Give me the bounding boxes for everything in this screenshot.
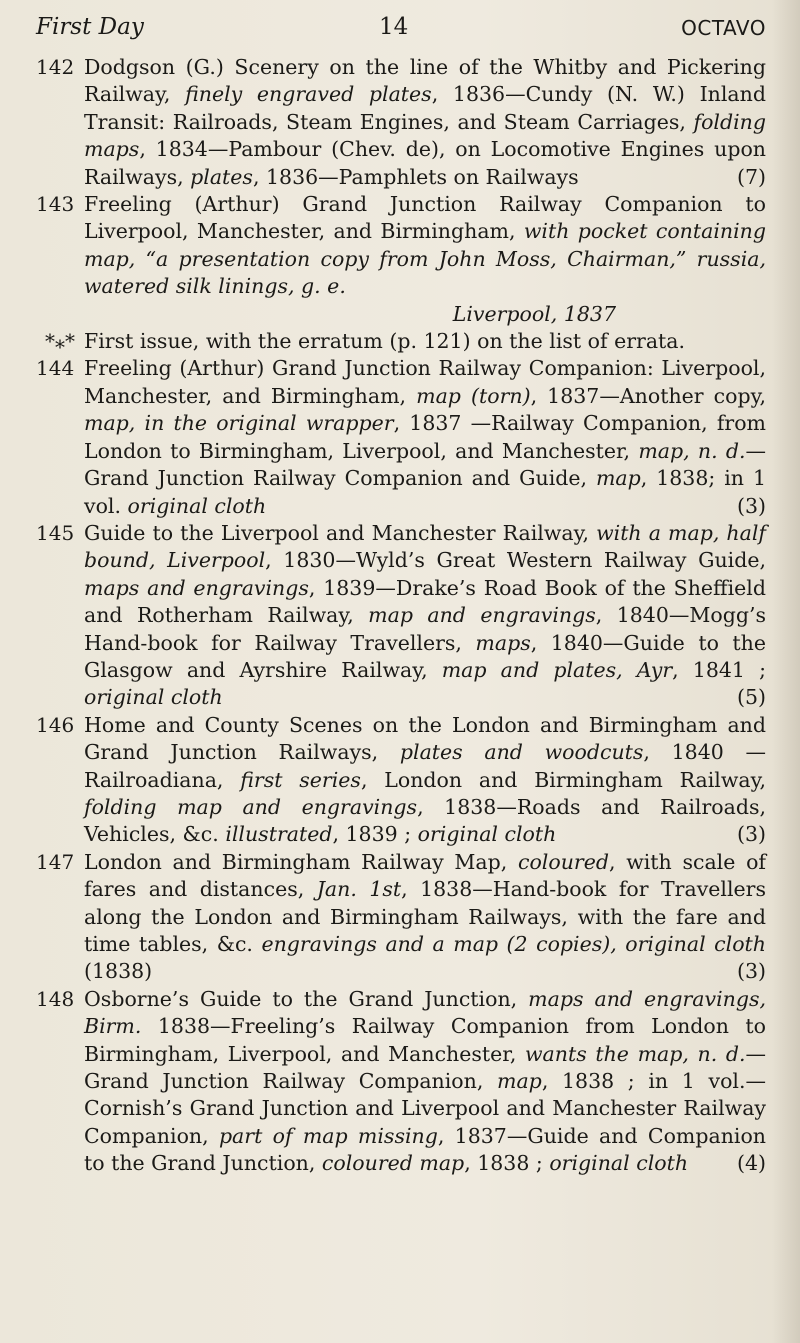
- italic-segment: with pocket containing map, “a presentation copy from John Moss, Chairman,” russia, watered silk linings, g. e.: [84, 219, 766, 299]
- note-text: First issue, with the erratum (p. 121) on the list of errata.: [84, 329, 686, 354]
- italic-segment: maps: [475, 630, 531, 655]
- italic-segment: plates and woodcuts: [399, 740, 644, 765]
- italic-segment: engravings and a map (2 copies), original cloth: [261, 932, 766, 956]
- lot-description: [84, 520, 766, 712]
- text-segment: Dodgson (G.) Scenery on the line of the Whitby and Pickering Railway,: [84, 55, 766, 107]
- text-segment: —Grand Junction Railway Companion,: [84, 1041, 767, 1094]
- text-segment: 1838—Freeling’s Railway Companion from London to Birmingham, Liverpool, and Manchester,: [84, 1014, 766, 1066]
- text-segment: , 1841 ;: [672, 657, 767, 682]
- text-segment: , 1839 ;: [332, 822, 418, 847]
- text-segment: , 1830—Wyld’s Great Western Railway Guide,: [265, 548, 767, 573]
- italic-segment: Jan. 1st: [316, 877, 402, 902]
- volume-count: (7): [736, 164, 766, 189]
- italic-segment: map (torn): [416, 383, 531, 408]
- text-segment: , 1836—Cundy (N. W.) Inland Transit: Railroads, Steam Engines, and Steam Carriages,: [84, 82, 766, 134]
- italic-segment: original cloth: [84, 685, 223, 710]
- volume-count: (5): [736, 685, 766, 710]
- text-segment: , 1837 —Railway Companion, from London to Birmingham, Liverpool, and Manchester,: [84, 411, 766, 463]
- lot-description: [84, 355, 766, 519]
- italic-segment: original cloth: [127, 493, 267, 518]
- text-segment: , 1836—Pamphlets on Railways: [252, 164, 579, 189]
- text-segment: , with scale of fares and distances,: [84, 849, 766, 902]
- volume-count: (3): [736, 822, 766, 847]
- italic-segment: plates: [190, 164, 253, 189]
- italic-segment: map and engravings: [368, 603, 596, 628]
- lot-number: 148: [36, 986, 75, 1011]
- page-number: 14: [379, 14, 409, 40]
- volume-count: (3): [736, 959, 766, 984]
- text-segment: London and Birmingham Railway Map,: [84, 849, 518, 874]
- text-segment: —Grand Junction Railway Companion and Guide,: [84, 438, 766, 491]
- italic-segment: map: [595, 466, 641, 491]
- lot-entry: [36, 355, 766, 519]
- italic-segment: maps and engravings: [84, 575, 309, 600]
- text-segment: , 1838—Hand-book for Travellers along the London and Birmingham Railways, with the fare and time tables, &c.: [84, 877, 766, 956]
- text-segment: Freeling (Arthur) Grand Junction Railway Companion: Liverpool, Manchester, and Birmingham,: [84, 356, 766, 408]
- lot-list: [36, 54, 766, 1178]
- asterism-mark: *⁎*: [45, 329, 75, 354]
- lot-number: 142: [36, 55, 75, 79]
- italic-segment: original cloth: [417, 822, 557, 847]
- header-format: OCTAVO: [681, 16, 766, 40]
- lot-entry: [36, 191, 766, 328]
- italic-segment: map: [497, 1069, 542, 1094]
- lot-number: 145: [36, 520, 75, 545]
- italic-segment: part of map missing: [218, 1123, 438, 1148]
- lot-number: 144: [36, 356, 75, 381]
- text-segment: , 1840—Mogg’s Hand-book for Railway Travellers,: [84, 603, 766, 655]
- italic-segment: finely engraved plates: [185, 82, 432, 107]
- italic-segment: wants the map, n. d.: [524, 1041, 746, 1066]
- lot-note: [36, 328, 766, 355]
- italic-segment: maps and engravings, Birm.: [84, 986, 766, 1039]
- italic-segment: folding maps: [84, 109, 766, 162]
- italic-segment: map, in the original wrapper: [84, 411, 394, 436]
- text-segment: , 1837—Guide and Companion to the Grand Junction,: [84, 1123, 766, 1176]
- italic-segment: illustrated: [225, 822, 333, 847]
- lot-description: [84, 712, 766, 849]
- lot-number: 146: [36, 712, 75, 737]
- lot-entry: [36, 520, 766, 712]
- page-header: [36, 14, 766, 54]
- volume-count: (3): [736, 493, 766, 518]
- italic-segment: first series: [240, 767, 361, 792]
- text-segment: Guide to the Liverpool and Manchester Railway,: [84, 520, 597, 545]
- header-sale-day: First Day: [36, 14, 144, 40]
- lot-entry: [36, 712, 766, 849]
- text-segment: , 1838 ; in 1 vol.—Cornish’s Grand Junction and Liverpool and Manchester Railway Companion,: [84, 1069, 766, 1148]
- text-segment: , 1838—Roads and Railroads, Vehicles, &c.: [84, 794, 766, 847]
- italic-segment: coloured map: [321, 1151, 465, 1176]
- italic-segment: coloured: [517, 849, 609, 874]
- text-segment: Osborne’s Guide to the Grand Junction,: [84, 986, 529, 1011]
- text-segment: , 1834—Pambour (Chev. de), on Locomotive Engines upon Railways,: [84, 137, 766, 189]
- text-segment: (1838): [84, 959, 153, 984]
- italic-segment: original cloth: [549, 1151, 689, 1176]
- publication-place: Liverpool, 1837: [452, 301, 616, 326]
- volume-count: (4): [736, 1151, 766, 1176]
- lot-description: [84, 54, 766, 191]
- lot-number: 143: [36, 192, 75, 217]
- lot-entry: [36, 54, 766, 191]
- text-segment: , 1839—Drake’s Road Book of the Sheffield and Rotherham Railway,: [84, 575, 766, 628]
- lot-description: [84, 986, 766, 1178]
- lot-entry: [36, 849, 766, 986]
- page-edge-shadow: [772, 0, 800, 1343]
- lot-number: 147: [36, 849, 75, 874]
- text-segment: Home and County Scenes on the London and Birmingham and Grand Junction Railways,: [84, 712, 766, 765]
- italic-segment: with a map, half bound, Liverpool: [84, 520, 767, 573]
- text-segment: , 1838; in 1 vol.: [84, 466, 766, 518]
- italic-segment: map, n. d.: [638, 438, 746, 463]
- lot-description: [84, 191, 766, 328]
- text-segment: Freeling (Arthur) Grand Junction Railway Companion to Liverpool, Manchester, and Birmingham,: [84, 192, 766, 244]
- text-segment: , 1840—Guide to the Glasgow and Ayrshire Railway,: [84, 630, 766, 682]
- text-segment: , London and Birmingham Railway,: [360, 767, 766, 792]
- text-segment: , 1838 ;: [464, 1151, 550, 1176]
- italic-segment: folding map and engravings: [84, 794, 418, 819]
- italic-segment: map and plates, Ayr: [441, 657, 673, 682]
- lot-description: [84, 849, 766, 986]
- text-segment: , 1840 —Railroadiana,: [84, 740, 766, 792]
- text-segment: , 1837—Another copy,: [530, 383, 766, 408]
- lot-entry: [36, 986, 766, 1178]
